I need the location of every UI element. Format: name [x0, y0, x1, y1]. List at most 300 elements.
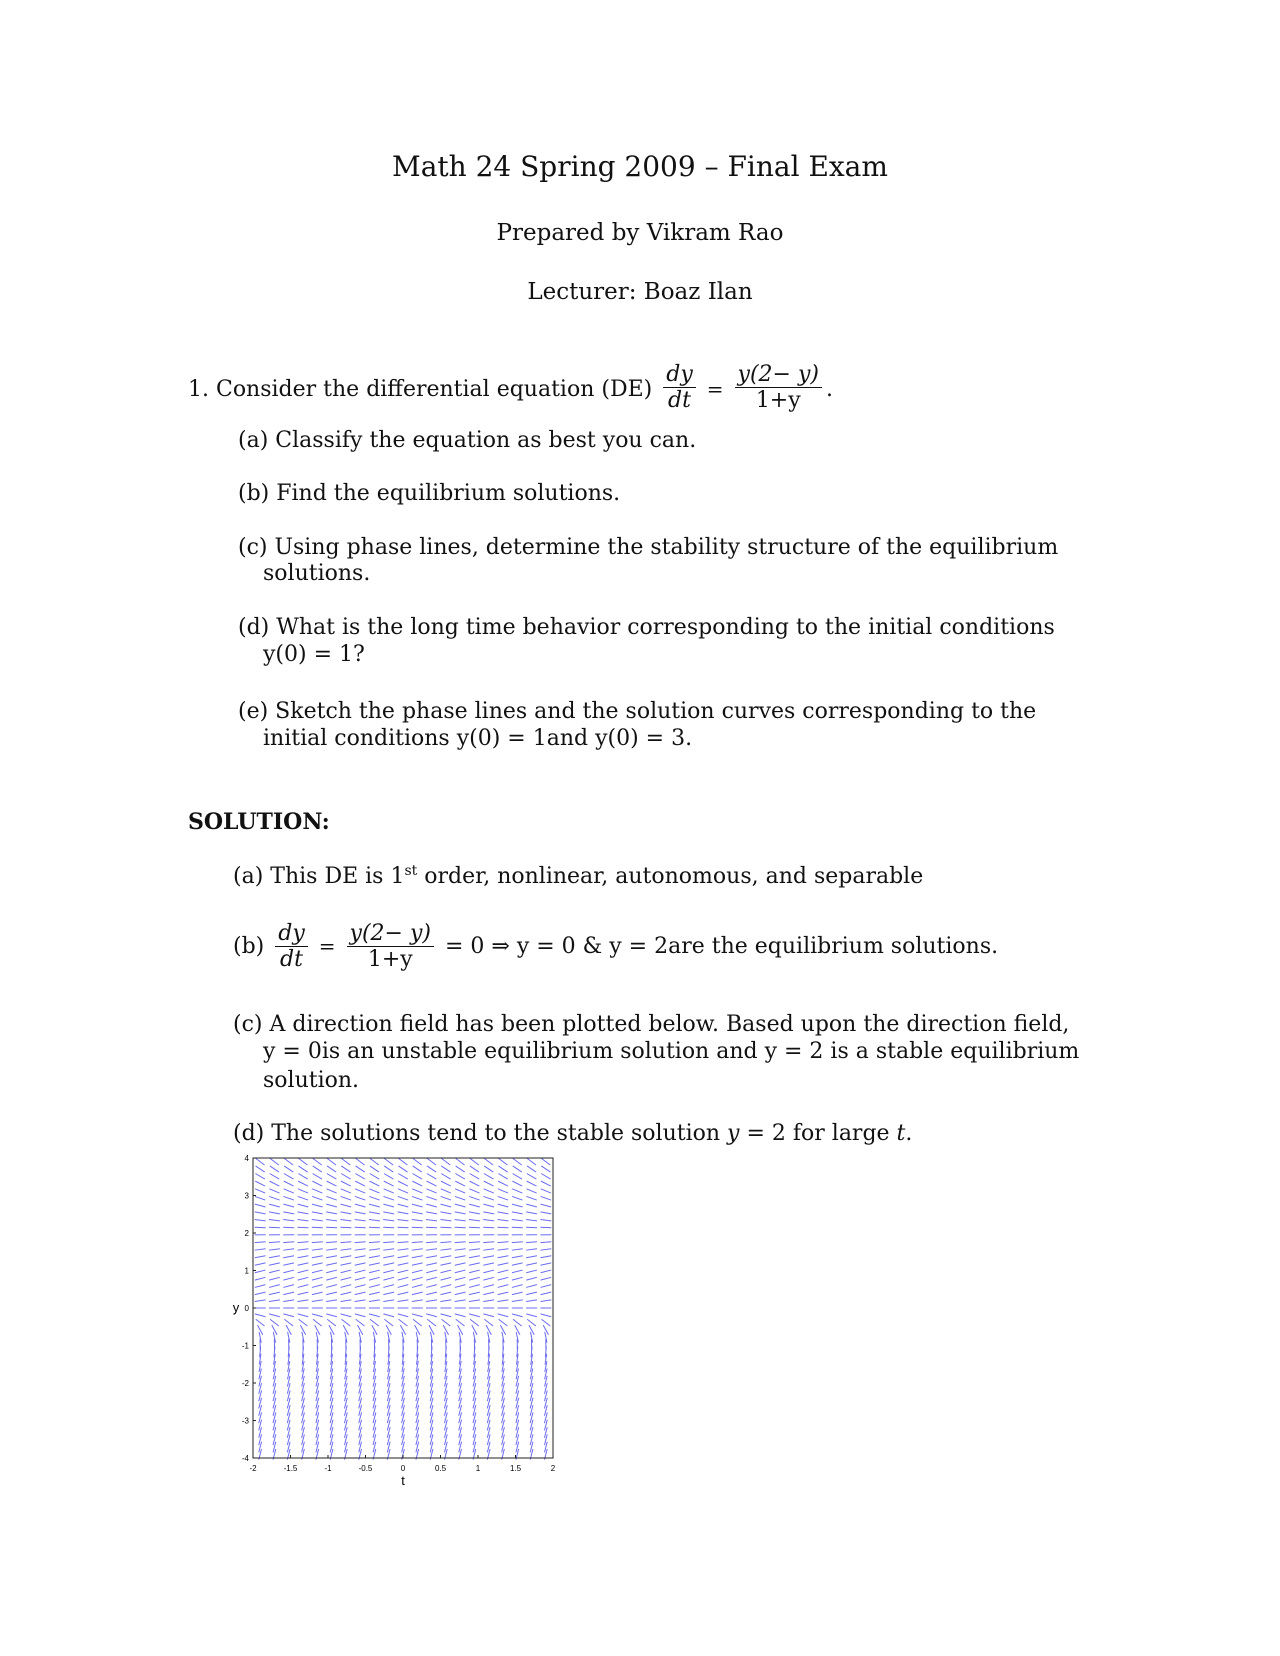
- direction-arrow: [484, 1196, 494, 1200]
- direction-arrow: [498, 1166, 507, 1172]
- direction-arrow: [269, 1256, 280, 1258]
- direction-arrow: [386, 1325, 391, 1335]
- eq-equals: =: [706, 376, 724, 401]
- direction-arrow: [383, 1292, 394, 1294]
- direction-arrow: [341, 1270, 352, 1273]
- direction-arrow: [412, 1196, 422, 1200]
- direction-arrow: [299, 1319, 308, 1326]
- x-tick-label: 2: [550, 1464, 556, 1473]
- direction-arrow: [312, 1300, 323, 1302]
- y-axis-label: y: [232, 1300, 240, 1315]
- direction-arrow: [369, 1242, 380, 1243]
- direction-arrow: [283, 1204, 294, 1207]
- direction-arrow: [426, 1220, 437, 1221]
- direction-arrow: [541, 1285, 552, 1288]
- solution-b-label: (b): [233, 933, 265, 959]
- direction-arrow: [269, 1292, 280, 1294]
- direction-arrow: [269, 1227, 280, 1228]
- direction-arrow: [298, 1204, 309, 1207]
- direction-arrow: [284, 1189, 294, 1193]
- direction-arrow: [540, 1242, 551, 1243]
- direction-arrow: [498, 1300, 509, 1302]
- direction-arrow: [498, 1189, 508, 1193]
- direction-arrow: [284, 1319, 293, 1326]
- direction-arrow: [483, 1204, 494, 1207]
- direction-arrow: [498, 1196, 508, 1200]
- direction-arrow: [455, 1227, 466, 1228]
- direction-arrow: [469, 1314, 480, 1317]
- direction-arrow: [269, 1242, 280, 1243]
- direction-arrow: [283, 1256, 294, 1258]
- direction-arrow: [470, 1181, 480, 1186]
- direction-arrow: [413, 1158, 422, 1165]
- part-e-line2: initial conditions y(0) = 1and y(0) = 3.: [263, 726, 693, 751]
- direction-arrow: [498, 1212, 509, 1214]
- direction-arrow: [498, 1285, 509, 1288]
- direction-arrow: [355, 1174, 364, 1180]
- x-tick-label: -2: [249, 1464, 257, 1473]
- direction-arrow: [300, 1325, 305, 1335]
- direction-arrow: [427, 1158, 436, 1165]
- direction-arrow: [398, 1174, 407, 1180]
- solution-d-math: y: [727, 1121, 740, 1146]
- direction-arrow: [398, 1204, 409, 1207]
- direction-arrow: [512, 1181, 522, 1186]
- direction-arrow: [412, 1285, 423, 1288]
- direction-arrow: [255, 1204, 266, 1207]
- y-tick-label: -1: [241, 1341, 249, 1351]
- direction-arrow: [298, 1166, 307, 1172]
- direction-arrow: [341, 1189, 351, 1193]
- direction-arrow: [412, 1212, 423, 1214]
- direction-arrow: [283, 1285, 294, 1288]
- direction-arrow: [369, 1249, 380, 1250]
- direction-arrow: [413, 1174, 422, 1180]
- direction-arrow: [486, 1325, 491, 1335]
- direction-arrow: [483, 1292, 494, 1294]
- direction-arrow: [540, 1256, 551, 1258]
- direction-arrow: [340, 1292, 351, 1294]
- direction-arrow: [412, 1256, 423, 1258]
- direction-arrow: [540, 1300, 551, 1302]
- direction-arrow: [540, 1249, 551, 1250]
- direction-arrow: [469, 1249, 480, 1250]
- direction-arrow: [255, 1174, 264, 1180]
- direction-arrow: [526, 1277, 537, 1280]
- part-d-line2: y(0) = 1?: [263, 642, 365, 667]
- direction-arrow: [412, 1249, 423, 1250]
- direction-arrow: [312, 1270, 323, 1273]
- direction-arrow: [455, 1174, 464, 1180]
- direction-arrow: [498, 1314, 509, 1317]
- part-c-line2: solutions.: [263, 561, 371, 586]
- direction-arrow: [326, 1227, 337, 1228]
- direction-arrow: [440, 1256, 451, 1258]
- direction-arrow: [526, 1204, 537, 1207]
- direction-arrow: [269, 1314, 280, 1317]
- direction-arrow: [527, 1319, 536, 1326]
- direction-arrow: [398, 1270, 409, 1273]
- direction-arrow: [283, 1220, 294, 1221]
- direction-arrow: [498, 1270, 509, 1273]
- direction-arrow: [326, 1204, 337, 1207]
- direction-arrow: [398, 1292, 409, 1294]
- direction-arrow: [340, 1212, 351, 1214]
- y-tick-label: 4: [244, 1154, 249, 1163]
- direction-arrow: [355, 1227, 366, 1228]
- direction-arrow: [326, 1242, 337, 1243]
- direction-arrow: [469, 1277, 480, 1280]
- direction-arrow: [340, 1263, 351, 1265]
- solution-b-frac2: [347, 921, 434, 973]
- direction-arrow: [255, 1196, 265, 1200]
- direction-arrow: [355, 1242, 366, 1243]
- direction-arrow: [469, 1263, 480, 1265]
- direction-arrow: [526, 1292, 537, 1294]
- direction-arrow: [455, 1189, 465, 1193]
- direction-arrow: [526, 1196, 536, 1200]
- direction-arrow: [484, 1174, 493, 1180]
- direction-arrow: [313, 1158, 322, 1165]
- direction-arrow: [298, 1220, 309, 1221]
- direction-arrow: [355, 1292, 366, 1294]
- direction-arrow: [283, 1249, 294, 1250]
- solution-d-t: t: [896, 1121, 906, 1146]
- direction-arrow: [355, 1263, 366, 1265]
- direction-arrow: [255, 1300, 266, 1302]
- direction-arrow: [286, 1325, 291, 1335]
- direction-arrow: [412, 1277, 423, 1280]
- direction-arrow: [398, 1256, 409, 1258]
- direction-arrow: [298, 1174, 307, 1180]
- direction-arrow: [412, 1220, 423, 1221]
- direction-arrow: [426, 1292, 437, 1294]
- solution-a: [233, 863, 923, 889]
- direction-arrow: [440, 1220, 451, 1221]
- direction-arrow: [340, 1249, 351, 1250]
- direction-arrow: [541, 1270, 552, 1273]
- direction-arrow: [341, 1174, 350, 1180]
- direction-arrow: [455, 1204, 466, 1207]
- direction-arrow: [341, 1181, 351, 1186]
- direction-arrow: [500, 1325, 505, 1335]
- direction-arrow: [526, 1300, 537, 1302]
- direction-arrow: [426, 1285, 437, 1288]
- direction-arrow: [269, 1300, 280, 1302]
- direction-arrow: [399, 1319, 408, 1326]
- direction-arrow: [512, 1189, 522, 1193]
- y-tick-label: 0: [244, 1304, 249, 1313]
- direction-arrow: [283, 1270, 294, 1273]
- direction-arrow: [326, 1249, 337, 1250]
- direction-arrow: [383, 1220, 394, 1221]
- direction-arrow: [255, 1212, 266, 1214]
- direction-arrow: [283, 1292, 294, 1294]
- direction-arrow: [326, 1263, 337, 1265]
- direction-arrow: [283, 1212, 294, 1214]
- eq-end: .: [825, 376, 833, 402]
- x-axis-label: t: [401, 1473, 405, 1488]
- eq-lhs-fraction: [663, 362, 696, 414]
- direction-arrow: [412, 1204, 423, 1207]
- direction-arrow: [498, 1204, 509, 1207]
- direction-arrow: [355, 1204, 366, 1207]
- direction-arrow: [269, 1263, 280, 1265]
- eq-rhs-den: 1+y: [755, 388, 801, 414]
- direction-arrow: [312, 1212, 323, 1214]
- direction-arrow: [383, 1270, 394, 1273]
- direction-arrow: [255, 1249, 266, 1250]
- direction-arrow: [355, 1189, 365, 1193]
- direction-arrow: [441, 1319, 450, 1326]
- direction-arrow: [526, 1249, 537, 1250]
- direction-arrow: [526, 1220, 537, 1221]
- direction-arrow: [512, 1314, 523, 1317]
- direction-arrow: [341, 1314, 352, 1317]
- direction-arrow: [512, 1212, 523, 1214]
- direction-arrow: [527, 1181, 537, 1186]
- direction-arrow: [513, 1319, 522, 1326]
- direction-arrow: [472, 1325, 477, 1335]
- direction-arrow: [412, 1227, 423, 1228]
- direction-arrow: [269, 1249, 280, 1250]
- direction-arrow: [398, 1196, 408, 1200]
- direction-arrow: [455, 1242, 466, 1243]
- direction-arrow: [370, 1181, 380, 1186]
- direction-arrow: [412, 1300, 423, 1302]
- direction-arrow: [255, 1270, 266, 1273]
- solution-b-num1: dy: [275, 921, 308, 947]
- part-e-line1: (e) Sketch the phase lines and the solution curves corresponding to the: [238, 699, 1037, 724]
- direction-arrow: [313, 1319, 322, 1326]
- direction-arrow: [483, 1285, 494, 1288]
- problem-intro-line: [188, 364, 833, 416]
- direction-arrow: [326, 1220, 337, 1221]
- solution-b-rest: = 0 ⇒ y = 0 & y = 2are the equilibrium solutions.: [444, 933, 999, 959]
- direction-arrow: [398, 1263, 409, 1265]
- direction-arrow: [312, 1220, 323, 1221]
- direction-arrow: [456, 1166, 465, 1172]
- direction-arrow: [369, 1220, 380, 1221]
- direction-arrow: [356, 1166, 365, 1172]
- direction-arrow: [441, 1204, 452, 1207]
- y-tick-label: -2: [241, 1379, 249, 1388]
- direction-arrow: [483, 1277, 494, 1280]
- direction-arrow: [327, 1319, 336, 1326]
- direction-arrow: [355, 1285, 366, 1288]
- direction-arrow: [369, 1212, 380, 1214]
- direction-arrow: [298, 1277, 309, 1280]
- direction-arrow: [426, 1227, 437, 1228]
- direction-arrow: [398, 1285, 409, 1288]
- direction-arrow: [340, 1227, 351, 1228]
- part-c-line1: (c) Using phase lines, determine the stability structure of the equilibrium: [238, 535, 1059, 560]
- direction-arrow: [384, 1181, 394, 1186]
- direction-arrow: [255, 1256, 266, 1258]
- direction-arrow: [369, 1292, 380, 1294]
- direction-arrow: [470, 1319, 479, 1326]
- direction-arrow: [327, 1158, 336, 1165]
- direction-arrow: [498, 1174, 507, 1180]
- direction-arrow: [326, 1270, 337, 1273]
- direction-arrow: [412, 1314, 423, 1317]
- direction-arrow: [526, 1314, 537, 1317]
- direction-arrow: [469, 1256, 480, 1258]
- direction-arrow: [541, 1189, 551, 1193]
- direction-arrow: [541, 1174, 550, 1180]
- direction-arrow: [369, 1300, 380, 1302]
- direction-arrow: [283, 1300, 294, 1302]
- part-a: (a) Classify the equation as best you can.: [238, 428, 697, 453]
- direction-arrow: [269, 1212, 280, 1214]
- direction-arrow: [540, 1263, 551, 1265]
- direction-arrow: [441, 1277, 452, 1280]
- direction-arrow: [383, 1300, 394, 1302]
- direction-arrow: [412, 1181, 422, 1186]
- direction-arrow: [540, 1227, 551, 1228]
- part-d-line1: (d) What is the long time behavior corresponding to the initial conditions: [238, 615, 1055, 640]
- direction-arrow: [412, 1292, 423, 1294]
- direction-arrow: [484, 1166, 493, 1172]
- solution-d: [233, 1121, 912, 1146]
- direction-arrow: [455, 1263, 466, 1265]
- direction-arrow: [541, 1181, 551, 1186]
- solution-c-line2: y = 0is an unstable equilibrium solution and y = 2 is a stable equilibrium: [263, 1039, 1080, 1064]
- direction-arrow: [327, 1189, 337, 1193]
- direction-arrow: [426, 1242, 437, 1243]
- direction-arrow: [356, 1319, 365, 1326]
- direction-arrow: [298, 1196, 308, 1200]
- direction-arrow: [512, 1256, 523, 1258]
- direction-arrow: [469, 1227, 480, 1228]
- direction-arrow: [312, 1263, 323, 1265]
- eq-rhs-fraction: [735, 362, 822, 414]
- direction-arrow: [341, 1319, 350, 1326]
- direction-arrow: [370, 1319, 379, 1326]
- x-tick-label: -1: [324, 1464, 332, 1473]
- direction-arrow: [384, 1166, 393, 1172]
- direction-field-chart: [228, 1148, 568, 1488]
- direction-arrow: [440, 1227, 451, 1228]
- direction-arrow: [298, 1249, 309, 1250]
- direction-arrow: [512, 1300, 523, 1302]
- direction-arrow: [355, 1256, 366, 1258]
- x-tick-label: 0: [400, 1464, 406, 1473]
- direction-arrow: [312, 1314, 323, 1317]
- direction-arrow: [384, 1158, 393, 1165]
- direction-arrow: [484, 1181, 494, 1186]
- direction-arrow: [326, 1314, 337, 1317]
- direction-arrow: [270, 1174, 279, 1180]
- direction-arrow: [298, 1256, 309, 1258]
- direction-arrow: [483, 1227, 494, 1228]
- direction-arrow: [498, 1242, 509, 1243]
- direction-arrow: [298, 1189, 308, 1193]
- direction-arrow: [455, 1256, 466, 1258]
- direction-arrow: [370, 1166, 379, 1172]
- direction-arrow: [383, 1314, 394, 1317]
- direction-arrow: [284, 1174, 293, 1180]
- direction-arrow: [355, 1212, 366, 1214]
- direction-arrow: [283, 1277, 294, 1280]
- direction-arrow: [327, 1181, 337, 1186]
- direction-arrow: [341, 1277, 352, 1280]
- direction-arrow: [398, 1166, 407, 1172]
- direction-arrow: [269, 1189, 279, 1193]
- direction-arrow: [469, 1212, 480, 1214]
- direction-arrow: [498, 1220, 509, 1221]
- direction-arrow: [469, 1196, 479, 1200]
- direction-arrow: [256, 1166, 265, 1172]
- direction-arrow: [455, 1220, 466, 1221]
- direction-arrow: [513, 1174, 522, 1180]
- direction-arrow: [512, 1242, 523, 1243]
- direction-arrow: [498, 1256, 509, 1258]
- direction-arrow: [512, 1249, 523, 1250]
- direction-arrow: [541, 1166, 550, 1172]
- direction-arrow: [355, 1249, 366, 1250]
- direction-arrow: [343, 1325, 348, 1335]
- direction-arrow: [255, 1285, 266, 1288]
- direction-arrow: [326, 1300, 337, 1302]
- direction-arrow: [326, 1292, 337, 1294]
- direction-arrow: [483, 1263, 494, 1265]
- direction-arrow: [540, 1292, 551, 1294]
- direction-arrow: [427, 1189, 437, 1193]
- direction-arrow: [355, 1277, 366, 1280]
- direction-arrow: [255, 1292, 266, 1294]
- direction-arrow: [298, 1227, 309, 1228]
- direction-arrow: [256, 1319, 265, 1326]
- x-tick-label: 1.5: [509, 1464, 522, 1473]
- direction-arrow: [440, 1263, 451, 1265]
- direction-arrow: [383, 1277, 394, 1280]
- direction-arrow: [326, 1256, 337, 1258]
- direction-arrow: [255, 1227, 266, 1228]
- direction-arrow: [355, 1314, 366, 1317]
- direction-arrow: [400, 1325, 405, 1335]
- direction-arrow: [383, 1212, 394, 1214]
- direction-arrow: [313, 1166, 322, 1172]
- y-tick-label: -3: [241, 1416, 249, 1426]
- direction-arrow: [369, 1263, 380, 1265]
- direction-arrow: [440, 1300, 451, 1302]
- direction-arrow: [255, 1314, 266, 1317]
- direction-arrow: [526, 1270, 537, 1273]
- direction-arrow: [384, 1189, 394, 1193]
- direction-arrow: [340, 1300, 351, 1302]
- direction-arrow: [255, 1189, 265, 1193]
- direction-arrow: [456, 1158, 465, 1165]
- direction-arrow: [483, 1314, 494, 1317]
- direction-arrow: [484, 1189, 494, 1193]
- direction-arrow: [412, 1270, 423, 1273]
- direction-arrow: [312, 1277, 323, 1280]
- direction-arrow: [383, 1256, 394, 1258]
- exam-title: Math 24 Spring 2009 – Final Exam: [392, 150, 888, 183]
- direction-arrow: [284, 1196, 294, 1200]
- direction-arrow: [369, 1277, 380, 1280]
- direction-arrow: [269, 1270, 280, 1273]
- direction-arrow: [398, 1277, 409, 1280]
- direction-arrow: [469, 1220, 480, 1221]
- direction-arrow: [455, 1181, 465, 1186]
- direction-arrow: [326, 1277, 337, 1280]
- direction-arrow: [541, 1319, 550, 1326]
- direction-arrow: [498, 1181, 508, 1186]
- direction-arrow: [312, 1181, 322, 1186]
- direction-arrow: [270, 1319, 279, 1326]
